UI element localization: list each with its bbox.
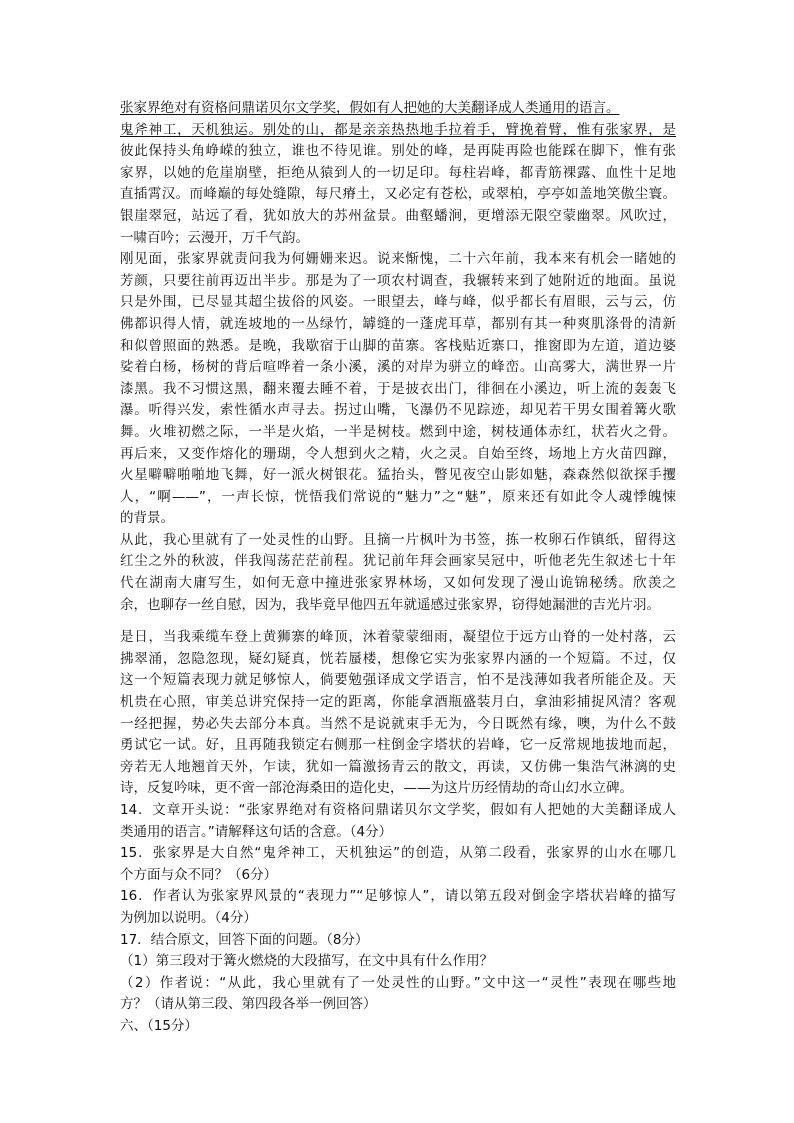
text-line: 方？（请从第三段、第四段各举一例回答） bbox=[120, 996, 377, 1013]
text-line: 张家界绝对有资格问鼎诺贝尔文学奖，假如有人把她的大美翻译成人类通用的语言。 bbox=[120, 100, 620, 116]
paragraph bbox=[120, 800, 676, 843]
text-line: 诗，反复吟味，更不啻一部沧海桑田的造化史，——为这片历经情劫的奇山幻水立碑。 bbox=[120, 780, 633, 797]
text-line: 六、（15分） bbox=[120, 1017, 198, 1034]
text-line: 类通用的语言。”请解释这句话的含意。（4分） bbox=[120, 823, 393, 840]
paragraph-gap bbox=[120, 616, 676, 627]
document-body bbox=[120, 98, 676, 1038]
text-line: （1）第三段对于篝火燃烧的大段描写，在文中具有什么作用？ bbox=[120, 953, 494, 970]
text-line: 勇试它一试。好，且再随我锁定右侧那一柱倒金字塔状的岩峰，它一反常规地拔地而起， bbox=[120, 737, 676, 754]
text-line: 再后来，又变作熔化的珊瑚，令人想到火之精，火之灵。自始至终，场地上方火苗四蹿， bbox=[120, 445, 676, 462]
paragraph bbox=[120, 886, 676, 929]
text-line: 个方面与众不同？（6分） bbox=[120, 866, 278, 883]
paragraph bbox=[120, 627, 676, 800]
text-line: 17．结合原文，回答下面的问题。（8分） bbox=[120, 931, 369, 948]
text-line: 旁若无人地翘首天外，乍读，犹如一篇激扬青云的散文，再读，又仿佛一集浩气淋漓的史 bbox=[120, 758, 676, 775]
text-line: 娑着白杨，杨树的背后喧哗着一条小溪，溪的对岸为骈立的峰峦。山高雾大，满世界一片 bbox=[120, 359, 676, 376]
paragraph bbox=[120, 843, 676, 886]
paragraph bbox=[120, 120, 676, 250]
text-line: 家界，以她的危崖崩壁，拒绝从猿到人的一切足印。每柱岩峰，都青筋裸露、血性十足地 bbox=[120, 164, 676, 181]
text-line: 刚见面，张家界就责问我为何姗姗来迟。说来惭愧，二十六年前，我本来有机会一睹她的 bbox=[120, 251, 676, 268]
text-line: 直插霄汉。而峰巅的每处缝隙，每尺瘠土，又必定有苍松，或翠柏，亭亭如盖地笑傲尘寰。 bbox=[120, 186, 676, 203]
text-line: 余，也聊存一丝自慰，因为，我毕竟早他四五年就遥感过张家界，窃得她漏泄的吉光片羽。 bbox=[120, 596, 660, 613]
text-line: 佛都识得人情，就连坡地的一丛绿竹，罅缝的一蓬虎耳草，都别有其一种爽肌涤骨的清新 bbox=[120, 315, 676, 332]
paragraph bbox=[120, 951, 676, 973]
paragraph bbox=[120, 98, 676, 120]
text-line: 漆黑。我不习惯这黑，翻来覆去睡不着，于是披衣出门，徘徊在小溪边，听上流的轰轰飞 bbox=[120, 380, 676, 397]
text-line: 银崖翠冠，站远了看，犹如放大的苏州盆景。曲壑蟠涧，更增添无限空蒙幽翠。风吹过， bbox=[120, 207, 676, 224]
text-line: 火星噼噼啪啪地飞舞，好一派火树银花。猛抬头，瞥见夜空山影如魅，森森然似欲探手攫 bbox=[120, 467, 676, 484]
text-line: 和似曾照面的熟悉。是晚，我歇宿于山脚的苗寨。客栈贴近寨口，推窗即为左道，道边婆 bbox=[120, 337, 676, 354]
text-line: 是日，当我乘缆车登上黄狮寨的峰顶，沐着蒙蒙细雨，凝望位于远方山脊的一处村落，云 bbox=[120, 629, 676, 646]
text-line: 为例加以说明。（4分） bbox=[120, 909, 257, 926]
paragraph bbox=[120, 530, 676, 616]
text-line: 红尘之外的秋波，伴我闯荡茫茫前程。犹记前年拜会画家吴冠中，听他老先生叙述七十年 bbox=[120, 553, 676, 570]
paragraph bbox=[120, 930, 676, 952]
paragraph bbox=[120, 1016, 676, 1038]
text-line: 机贵在心照，审美总讲究保持一定的距离，你能拿酒瓶盛装月白，拿油彩捕捉风清？客观 bbox=[120, 694, 676, 711]
text-line: 代在湖南大庸写生，如何无意中撞进张家界林场，又如何发现了漫山诡锦秘绣。欣羡之 bbox=[120, 575, 676, 592]
text-line: 只是外围，已尽显其超尘拔俗的风姿。一眼望去，峰与峰，似乎都长有眉眼，云与云，仿 bbox=[120, 294, 676, 311]
text-line: 拂翠涌，忽隐忽现，疑幻疑真，恍若蜃楼，想像它实为张家界内涵的一个短篇。不过，仅 bbox=[120, 650, 676, 667]
text-line: 16．作者认为张家界风景的“表现力”“足够惊人”，请以第五段对倒金字塔状岩峰的描写 bbox=[120, 888, 676, 905]
text-line: 的背景。 bbox=[120, 510, 174, 527]
text-line: 14．文章开头说：“张家界绝对有资格问鼎诺贝尔文学奖，假如有人把她的大美翻译成人 bbox=[120, 802, 676, 818]
paragraph bbox=[120, 973, 676, 1016]
text-line: 舞。火堆初燃之际，一半是火焰，一半是树枝。燃到中途，树枝通体赤红，状若火之骨。 bbox=[120, 423, 676, 440]
text-line: 一啸百吟；云漫开，万千气韵。 bbox=[120, 229, 309, 246]
text-line: 人，“啊——”，一声长惊，恍悟我们常说的“魅力”之“魅”，原来还有如此令人魂悸魄悚 bbox=[120, 488, 676, 505]
text-line: 15．张家界是大自然“鬼斧神工，天机独运”的创造，从第二段看，张家界的山水在哪几 bbox=[120, 845, 676, 862]
text-line: 从此，我心里就有了一处灵性的山野。且摘一片枫叶为书签，拣一枚卵石作镇纸，留得这 bbox=[120, 531, 676, 548]
text-line: 鬼斧神工，天机独运。别处的山，都是亲亲热热地手拉着手，臂挽着臂，惟有张家界，是 bbox=[120, 121, 676, 138]
text-line: 这一个短篇表现力就足够惊人，倘要勉强译成文学语言，怕不是浅薄如我者所能企及。天 bbox=[120, 672, 676, 689]
text-line: 瀑。听得兴发，索性循水声寻去。拐过山嘴，飞瀑仍不见踪迹，却见若干男女围着篝火歌 bbox=[120, 402, 676, 419]
text-line: 一经把握，势必失去部分本真。当然不是说就束手无为，今日既然有缘，噢，为什么不鼓 bbox=[120, 715, 676, 732]
text-line: （2）作者说：“从此，我心里就有了一处灵性的山野。”文中这一“灵性”表现在哪些地 bbox=[120, 974, 676, 991]
text-line: 彼此保持头角峥嵘的独立，谁也不待见谁。别处的峰，是再陡再险也能踩在脚下，惟有张 bbox=[120, 143, 676, 160]
text-line: 芳颜，只要往前再迈出半步。那是为了一项农村调查，我辗转来到了她附近的地面。虽说 bbox=[120, 272, 676, 289]
paragraph bbox=[120, 249, 676, 530]
